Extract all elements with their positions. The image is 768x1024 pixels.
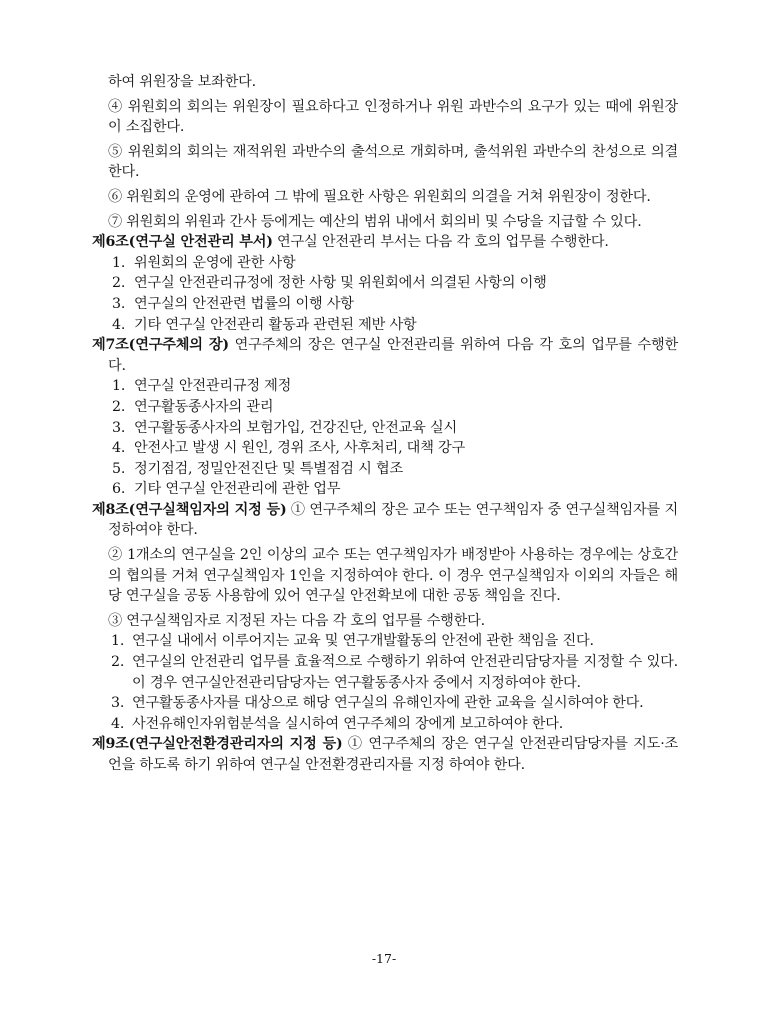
document-page — [92, 72, 678, 776]
article-8-clause-3: ③ 연구실책임자로 지정된 자는 다음 각 호의 업무를 수행한다. — [108, 612, 485, 629]
list-item-text: 안전사고 발생 시 원인, 경위 조사, 사후처리, 대책 강구 — [134, 440, 466, 457]
list-item-number: 4. — [111, 715, 125, 732]
paragraph-clause-6: ⑥ 위원회의 운영에 관하여 그 밖에 필요한 사항은 위원회의 의결을 거쳐 위원장이 정한다. — [108, 188, 651, 205]
article-8-body: ① 연구주체의 장은 교수 또는 연구책임자 중 연구실책임자를 지정하여야 한다. — [108, 501, 678, 539]
article-8-clause-2: ② 1개소의 연구실을 2인 이상의 교수 또는 연구책임자가 배정받아 사용하는 경우에는 상호간의 협의를 거쳐 연구실책임자 1인을 지정하여야 한다. 이 경우 연구실책임자 이외의 자들은 해당 연구실을 공동 사용함에 있어 연구실 안전확보에 대한 공동 책임을 진다. — [108, 547, 678, 605]
list-item-number: 1. — [112, 254, 126, 271]
list-item-number: 3. — [112, 419, 126, 436]
list-item-text: 연구실 안전관리규정에 정한 사항 및 위원회에서 의결된 사항의 이행 — [134, 275, 547, 292]
list-item-text: 기타 연구실 안전관리에 관한 업무 — [134, 481, 341, 498]
article-7 — [92, 335, 678, 376]
list-item — [92, 397, 678, 418]
list-item-number: 3. — [112, 295, 126, 312]
list-item — [92, 315, 678, 336]
list-item-number: 5. — [112, 460, 126, 477]
article-9-title: 제9조(연구실안전환경관리자의 지정 등) — [92, 736, 343, 753]
article-6 — [92, 232, 678, 253]
list-item — [92, 418, 678, 439]
list-item-text: 연구실 내에서 이루어지는 교육 및 연구개발활동의 안전에 관한 책임을 진다. — [132, 633, 594, 650]
article-8-title: 제8조(연구실책임자의 지정 등) — [92, 501, 287, 518]
list-item — [92, 631, 678, 652]
list-item-text: 기타 연구실 안전관리 활동과 관련된 제반 사항 — [134, 316, 417, 333]
article-9-body: ① 연구주체의 장은 연구실 안전관리담당자를 지도·조언을 하도록 하기 위하여 연구실 안전환경관리자를 지정 하여야 한다. — [108, 736, 679, 773]
list-item — [92, 376, 678, 397]
article-8-list — [92, 631, 678, 734]
list-item-text: 위원회의 운영에 관한 사항 — [134, 254, 296, 271]
list-item — [92, 652, 678, 693]
list-item-text: 연구실의 안전관리 업무를 효율적으로 수행하기 위하여 안전관리담당자를 지정할 수 있다. 이 경우 연구실안전관리담당자는 연구활동종사자 중에서 지정하여야 한다. — [132, 654, 678, 691]
article-7-body: 연구주체의 장은 연구실 안전관리를 위하여 다음 각 호의 업무를 수행한다. — [108, 337, 679, 374]
list-item-number: 1. — [112, 378, 126, 395]
article-6-title: 제6조(연구실 안전관리 부서) — [92, 234, 273, 251]
list-item — [92, 273, 678, 294]
list-item-number: 4. — [112, 440, 126, 457]
list-item — [92, 438, 678, 459]
list-item — [92, 714, 678, 735]
article-6-list — [92, 253, 678, 335]
list-item-text: 정기점검, 정밀안전진단 및 특별점검 시 협조 — [134, 460, 403, 477]
list-item-text: 연구활동종사자의 관리 — [134, 398, 274, 415]
list-item — [92, 459, 678, 480]
list-item — [92, 479, 678, 500]
paragraph-continuation: 하여 위원장을 보좌한다. — [108, 74, 256, 90]
paragraph-clause-5: ⑤ 위원회의 회의는 재적위원 과반수의 출석으로 개회하며, 출석위원 과반수의 찬성으로 의결한다. — [108, 143, 678, 181]
list-item — [92, 253, 678, 274]
list-item-text: 연구실 안전관리규정 제정 — [134, 378, 292, 395]
list-item-number: 2. — [112, 275, 126, 292]
list-item-number: 2. — [112, 398, 126, 415]
article-8 — [92, 500, 678, 541]
list-item-number: 4. — [112, 316, 126, 333]
article-9 — [92, 734, 678, 775]
list-item-number: 6. — [112, 481, 126, 498]
list-item-text: 연구활동종사자를 대상으로 해당 연구실의 유해인자에 관한 교육을 실시하여야 한다. — [132, 695, 644, 712]
list-item — [92, 294, 678, 315]
article-7-title: 제7조(연구주체의 장) — [92, 337, 229, 354]
list-item-text: 연구실의 안전관련 법률의 이행 사항 — [134, 295, 354, 312]
article-7-list — [92, 376, 678, 500]
page-number: -17- — [371, 951, 397, 966]
paragraph-clause-4: ④ 위원회의 회의는 위원장이 필요하다고 인정하거나 위원 과반수의 요구가 있는 때에 위원장이 소집한다. — [108, 98, 678, 136]
paragraph-clause-7: ⑦ 위원회의 위원과 간사 등에게는 예산의 범위 내에서 회의비 및 수당을 지급할 수 있다. — [108, 213, 642, 230]
list-item-number: 2. — [111, 654, 125, 671]
article-6-body: 연구실 안전관리 부서는 다음 각 호의 업무를 수행한다. — [272, 234, 609, 251]
list-item-number: 1. — [111, 633, 125, 650]
list-item-text: 연구활동종사자의 보험가입, 건강진단, 안전교육 실시 — [134, 419, 457, 436]
list-item-text: 사전유해인자위험분석을 실시하여 연구주체의 장에게 보고하여야 한다. — [132, 715, 564, 732]
list-item — [92, 693, 678, 714]
list-item-number: 3. — [111, 695, 125, 712]
